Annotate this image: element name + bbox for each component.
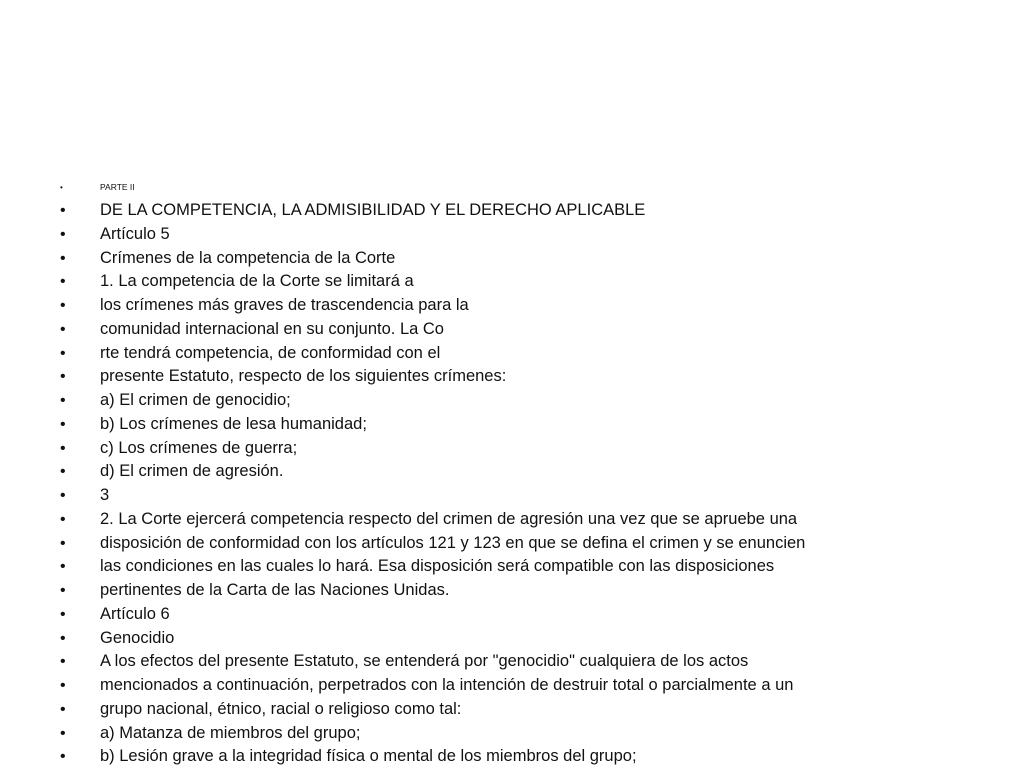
list-item [60, 508, 960, 532]
list-item-text: los crímenes más graves de trascendencia para la [100, 296, 469, 314]
bullet-icon: • [60, 653, 66, 671]
list-item-text: mencionados a continuación, perpetrados con la intención de destruir total o parcialmente a un [100, 676, 794, 694]
list-item [60, 389, 960, 413]
list-item [60, 365, 960, 389]
list-item [60, 532, 960, 556]
bullet-icon: • [60, 249, 66, 267]
bullet-icon: • [60, 748, 66, 766]
list-item [60, 342, 960, 366]
list-item-text: b) Los crímenes de lesa humanidad; [100, 414, 367, 433]
list-item [60, 437, 960, 461]
list-item-text: Crímenes de la competencia de la Corte [100, 248, 396, 267]
list-item-text: Artículo 5 [100, 224, 170, 243]
bullet-icon: • [60, 392, 66, 409]
bullet-icon: • [60, 487, 66, 504]
bullet-icon: • [60, 415, 66, 433]
bullet-icon: • [60, 183, 63, 192]
bullet-icon: • [60, 558, 66, 576]
bullet-icon: • [60, 700, 66, 718]
list-item [60, 223, 960, 247]
list-item [60, 698, 960, 722]
list-item-heading [60, 176, 960, 199]
list-item-text: 1. La competencia de la Corte se limitará a [100, 272, 414, 291]
list-item [60, 579, 960, 603]
bullet-icon: • [60, 629, 66, 647]
list-item [60, 318, 960, 342]
bullet-icon: • [60, 344, 66, 362]
list-item-text: disposición de conformidad con los artículos 121 y 123 en que se defina el crimen y se enuncien [100, 533, 806, 552]
list-item [60, 484, 960, 508]
list-item [60, 270, 960, 294]
bullet-icon: • [60, 202, 66, 219]
list-item [60, 294, 960, 318]
list-item-text: d) El crimen de agresión. [100, 462, 284, 481]
bullet-icon: • [60, 582, 66, 599]
bullet-icon: • [60, 273, 66, 291]
bullet-icon: • [60, 677, 66, 694]
bullet-icon: • [60, 439, 66, 457]
list-item-text: presente Estatuto, respecto de los siguientes crímenes: [100, 367, 507, 386]
list-item [60, 555, 960, 579]
list-item-text: 3 [100, 486, 110, 504]
list-item-text: comunidad internacional en su conjunto. La Co [100, 319, 444, 338]
list-item-text: PARTE II [100, 182, 135, 192]
bullet-icon: • [60, 368, 66, 386]
list-item-text: A los efectos del presente Estatuto, se entenderá por "genocidio" cualquiera de los actos [100, 652, 749, 671]
list-item [60, 745, 960, 769]
list-item [60, 674, 960, 698]
list-item-text: a) Matanza de miembros del grupo; [100, 723, 361, 742]
list-item-text: rte tendrá competencia, de conformidad con el [100, 343, 441, 362]
list-item [60, 247, 960, 271]
list-item-text: pertinentes de la Carta de las Naciones Unidas. [100, 581, 450, 599]
list-item-text: a) El crimen de genocidio; [100, 391, 291, 409]
list-item-text: DE LA COMPETENCIA, LA ADMISIBILIDAD Y EL DERECHO APLICABLE [100, 201, 646, 219]
list-item [60, 413, 960, 437]
list-item-text: Artículo 6 [100, 604, 170, 623]
bullet-icon: • [60, 724, 66, 742]
bullet-icon: • [60, 534, 66, 552]
list-item [60, 460, 960, 484]
bullet-icon: • [60, 463, 66, 481]
bullet-icon: • [60, 320, 66, 338]
list-item [60, 199, 960, 223]
bullet-icon: • [60, 225, 66, 243]
list-item [60, 650, 960, 674]
bullet-icon: • [60, 297, 66, 314]
list-item-text: c) Los crímenes de guerra; [100, 438, 298, 457]
list-item [60, 627, 960, 651]
list-item-text: b) Lesión grave a la integridad física o mental de los miembros del grupo; [100, 747, 637, 766]
list-item-text: 2. La Corte ejercerá competencia respecto del crimen de agresión una vez que se apruebe una [100, 509, 798, 528]
bullet-icon: • [60, 510, 66, 528]
list-item-text: grupo nacional, étnico, racial o religioso como tal: [100, 699, 462, 718]
bullet-icon: • [60, 605, 66, 623]
list-item [60, 603, 960, 627]
bullet-list [60, 176, 960, 769]
list-item-text: las condiciones en las cuales lo hará. Esa disposición será compatible con las disposiciones [100, 557, 775, 576]
list-item-text: Genocidio [100, 628, 175, 647]
list-item [60, 722, 960, 746]
